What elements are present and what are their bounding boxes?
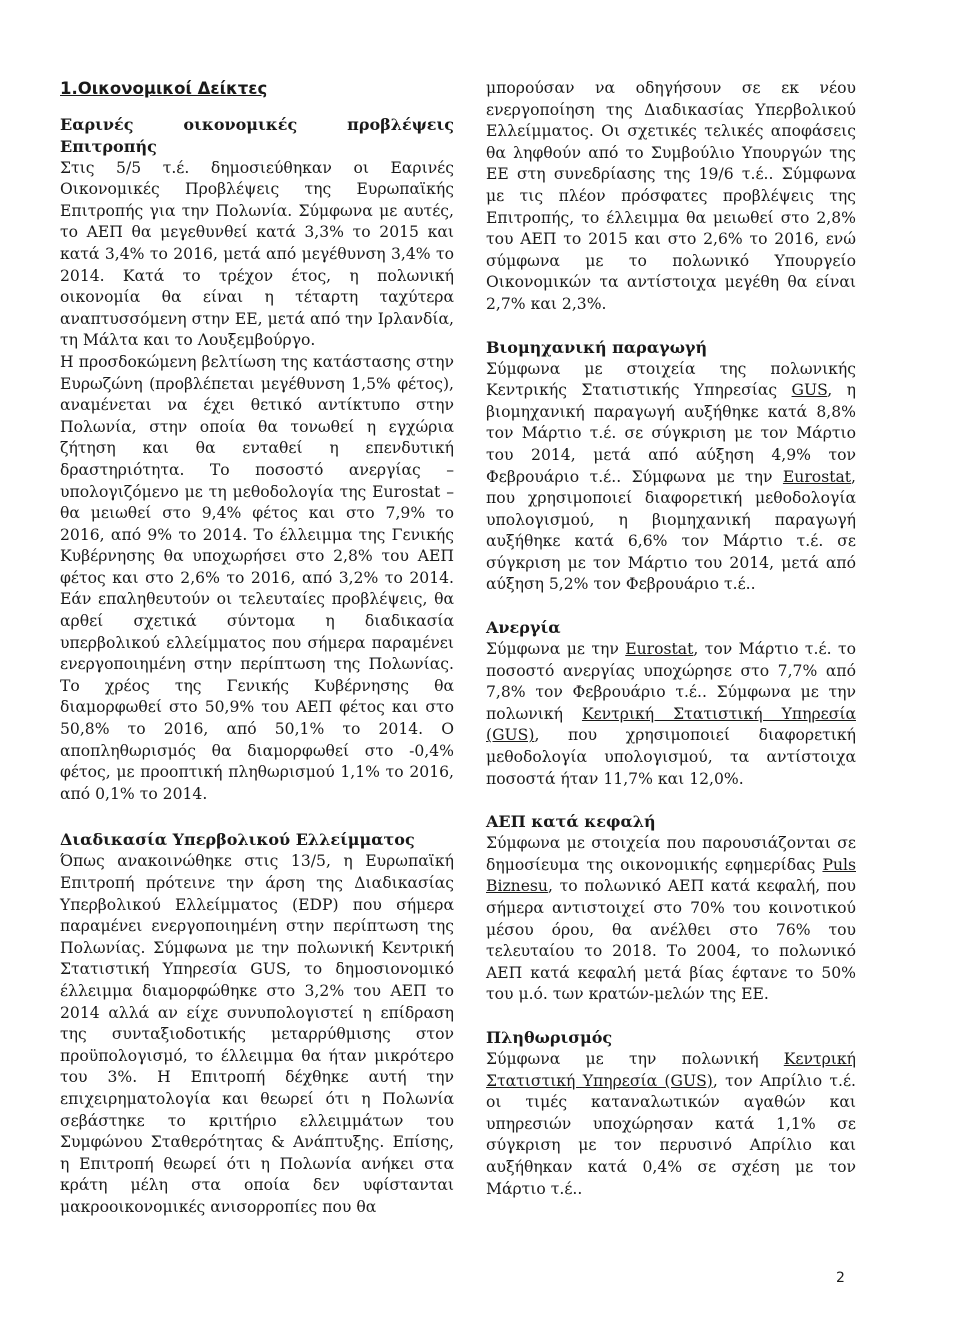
text: Σύμφωνα με την πολωνική <box>486 1049 784 1068</box>
gus-link[interactable]: Κεντρική Στατιστική Υπηρεσία (GUS) <box>486 704 856 745</box>
section-excessive-deficit <box>60 829 454 1218</box>
section-title: Ανεργία <box>486 618 561 638</box>
section-title: ΑΕΠ κατά κεφαλή <box>486 812 656 832</box>
right-column <box>486 78 856 1200</box>
text: , που χρησιμοποιεί διαφορετική μεθοδολογία υπολογισμού, η βιομηχανική παραγωγή αυξήθηκε κατά 6,6% τον Μάρτιο τ.έ. σε σύγκριση με τον Μάρτιο του 2014, μετά από αύξηση 5,2% τον Φεβρουάριο τ.έ.. <box>486 467 856 594</box>
paragraph <box>486 1049 856 1200</box>
paragraph: Στις 5/5 τ.έ. δημοσιεύθηκαν οι Εαρινές Οικονομικές Προβλέψεις της Ευρωπαϊκής Επιτροπής για την Πολωνία. Σύμφωνα με αυτές, το ΑΕΠ θα μεγεθυνθεί κατά 3,3% το 2015 και κατά 3,4% το 2016, μετά από μεγέθυνση 3,4% το 2014. Κατά το τρέχον έτος, η πολωνική οικονομία θα είναι η τέταρτη ταχύτερα αναπτυσσόμενη στην ΕΕ, μετά από την Ιρλανδία, τη Μάλτα και το Λουξεμβούργο. <box>60 158 454 350</box>
puls-biznesu-link[interactable]: Puls Biznesu <box>486 855 856 896</box>
text: Σύμφωνα με στοιχεία της πολωνικής Κεντρικής Στατιστικής Υπηρεσίας <box>486 359 856 400</box>
paragraph <box>486 639 856 790</box>
gus-link[interactable]: Κεντρική Στατιστική Υπηρεσία (GUS) <box>486 1049 856 1090</box>
section-spring-forecasts <box>60 114 454 806</box>
text: , τον Μάρτιο τ.έ. το ποσοστό ανεργίας υποχώρησε στο 7,7% από 7,8% τον Φεβρουάριο τ.έ.. Σύμφωνα με την πολωνική <box>486 640 856 723</box>
paragraph: Η προσδοκώμενη βελτίωση της κατάστασης στην Ευρωζώνη (προβλέπεται μεγέθυνση 1,5% φέτος), αναμένεται να έχει θετικό αντίκτυπο στην Πολωνία, στην οποία θα τονωθεί η εγχώρια ζήτηση και θα ενταθεί η επενδυτική δραστηριότητα. Το ποσοστό ανεργίας – υπολογιζόμενο με τη μεθοδολογία της Eurostat – θα μειωθεί στο 9,4% φέτος και στο 7,9% το 2016, από 9% το 2014. Το έλλειμμα της Γενικής Κυβέρνησης θα υποχωρήσει στο 2,8% του ΑΕΠ φέτος και στο 2,6% το 2016, από 3,2% το 2014. Εάν επαληθευτούν οι τελευταίες προβλέψεις, θα αρθεί σχετικά σύντομα η διαδικασία υπερβολικού ελλείμματος που σήμερα παραμένει ενεργοποιημένη στην περίπτωση της Πολωνίας. Το χρέος της Γενικής Κυβέρνησης θα διαμορφωθεί στο 50,9% του ΑΕΠ φέτος και στο 50,8% το 2016, από 50,1% το 2014. Ο αποπληθωρισμός θα διαμορφωθεί στο -0,4% φέτος, με προοπτική πληθωρισμού 1,1% το 2016, από 0,1% το 2014. <box>60 352 454 803</box>
section-industrial-production <box>486 337 856 597</box>
gus-link[interactable]: GUS <box>791 381 828 400</box>
section-title: Πληθωρισμός <box>486 1027 613 1047</box>
text: , τον Απρίλιο τ.έ. οι τιμές καταναλωτικών αγαθών και υπηρεσιών υποχώρησαν κατά 1,1% σε σύγκριση με τον περυσινό Απρίλιο και αυξήθηκαν κατά 0,4% σε σχέση με τον Μάρτιο τ.έ.. <box>486 1071 856 1198</box>
eurostat-link[interactable]: Eurostat <box>782 467 852 486</box>
section-title: Εαρινές οικονομικές προβλέψεις Επιτροπής <box>60 114 454 156</box>
text: , το πολωνικό ΑΕΠ κατά κεφαλή, που σήμερα αντιστοιχεί στο 70% του κοινοτικού μέσου όρου, θα ανέλθει στο 76% του τελευταίου το 2018. Το 2004, το πολωνικό ΑΕΠ κατά κεφαλή μετά βίας έφτανε το 50% του μ.ό. των κρατών-μελών της ΕΕ. <box>486 877 856 1004</box>
paragraph: Όπως ανακοινώθηκε στις 13/5, η Ευρωπαϊκή Επιτροπή πρότεινε την άρση της Διαδικασίας Υπερβολικού Ελλείμματος (EDP) που σήμερα παραμένει ενεργοποιημένη στην περίπτωση της Πολωνίας. Σύμφωνα με την πολωνική Κεντρική Στατιστική Υπηρεσία GUS, το δημοσιονομικό έλλειμμα διαμορφώθηκε στο 3,2% του ΑΕΠ το 2014 αλλά αν είχε συνυπολογιστεί η επίδραση της συνταξιοδοτικής μεταρρύθμισης στον προϋπολογισμό, το έλλειμμα θα ήταν μικρότερο του 3%. Η Επιτροπή δέχθηκε αυτή την επιχειρηματολογία και θεωρεί ότι η Πολωνία σεβάστηκε το κριτήριο ελλειμμάτων του Συμφώνου Σταθερότητας & Ανάπτυξης. Επίσης, η Επιτροπή θεωρεί ότι η Πολωνία ανήκει στα κράτη μέλη στα οποία δεν υφίστανται μακροοικονομικές ανισορροπίες που θα <box>60 852 454 1216</box>
left-column <box>60 78 454 1219</box>
main-heading: 1.Οικονομικοί Δείκτες <box>60 79 268 98</box>
paragraph <box>486 833 856 1006</box>
text: Σύμφωνα με την <box>486 640 626 659</box>
section-title: Βιομηχανική παραγωγή <box>486 337 708 357</box>
paragraph <box>486 359 856 597</box>
section-gdp-per-capita <box>486 811 856 1006</box>
section-title: Διαδικασία Υπερβολικού Ελλείμματος <box>60 830 415 850</box>
section-unemployment <box>486 617 856 790</box>
page-number: 2 <box>836 1270 845 1286</box>
section-inflation <box>486 1027 856 1200</box>
text: , που χρησιμοποιεί διαφορετική μεθοδολογία υπολογισμού, τα αντίστοιχα ποσοστά ήταν 11,7% και 12,0%. <box>486 726 856 788</box>
paragraph-continued: μπορούσαν να οδηγήσουν σε εκ νέου ενεργοποίηση της Διαδικασίας Υπερβολικού Ελλείμματος. Οι σχετικές τελικές αποφάσεις θα ληφθούν από το Συμβούλιο Υπουργών της ΕΕ στη συνεδρίασης της 19/6 τ.έ.. Σύμφωνα με τις πλέον πρόσφατες προβλέψεις της Επιτροπής, το έλλειμμα θα μειωθεί στο 2,8% του ΑΕΠ το 2015 και στο 2,6% το 2016, ενώ σύμφωνα με το πολωνικό Υπουργείο Οικονομικών τα αντίστοιχα μεγέθη θα είναι 2,7% και 2,3%. <box>486 79 856 313</box>
text: , η βιομηχανική παραγωγή αυξήθηκε κατά 8,8% τον Μάρτιο τ.έ. σε σύγκριση με τον Μάρτιο του 2014, μετά από αύξηση 4,9% τον Φεβρουάριο τ.έ.. Σύμφωνα με την <box>486 381 856 486</box>
text: Σύμφωνα με στοιχεία που παρουσιάζονται σε δημοσίευμα της οικονομικής εφημερίδας <box>486 834 856 874</box>
eurostat-link[interactable]: Eurostat <box>625 640 694 659</box>
